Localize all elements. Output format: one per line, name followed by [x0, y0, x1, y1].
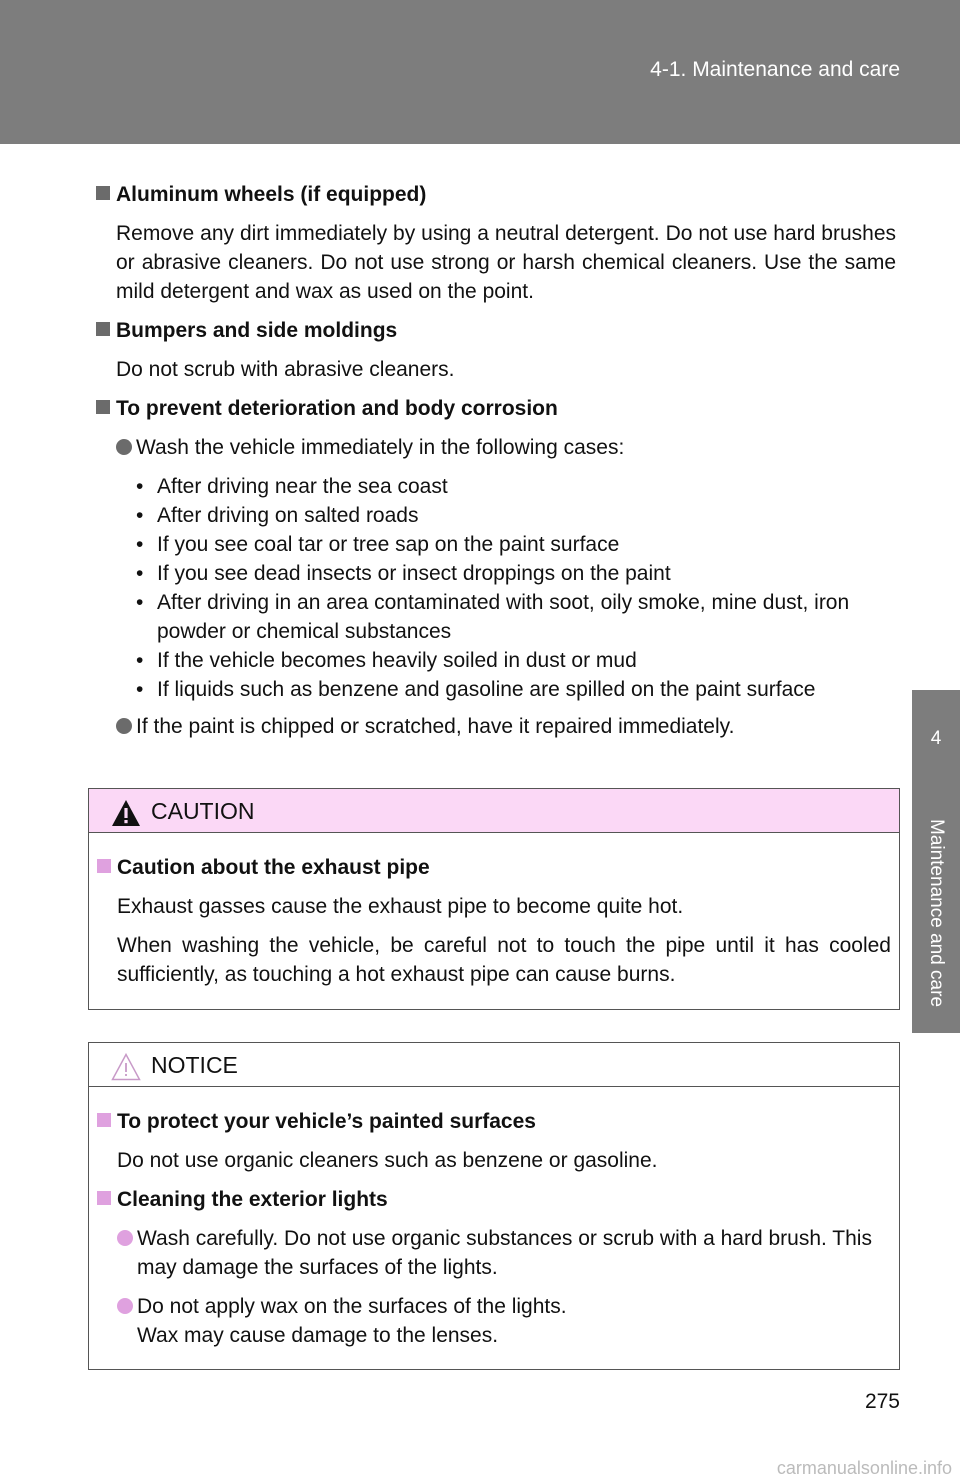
notice-label: NOTICE — [151, 1052, 238, 1078]
square-bullet-icon — [97, 1113, 111, 1127]
list-item: • After driving on salted roads — [136, 501, 896, 530]
chapter-label: Maintenance and care — [926, 818, 947, 1008]
chapter-tab-label[interactable] — [912, 793, 960, 1033]
list-item: • After driving near the sea coast — [136, 472, 896, 501]
caution-body — [89, 833, 899, 989]
caution-heading: Caution about the exhaust pipe — [97, 853, 891, 882]
circle-bullet-icon — [117, 1298, 133, 1314]
section-heading: Bumpers and side moldings — [96, 316, 896, 345]
list-item: • After driving in an area contaminated with soot, oily smoke, mine dust, iron powder or chemical substances — [136, 588, 896, 646]
caution-header — [89, 789, 899, 833]
square-bullet-icon — [97, 1191, 111, 1205]
list-item: If the paint is chipped or scratched, have it repaired immediately. — [136, 712, 896, 741]
main-content — [96, 180, 896, 751]
list-item: • If liquids such as benzene and gasoline are spilled on the paint surface — [136, 675, 896, 704]
section-heading: Aluminum wheels (if equipped) — [96, 180, 896, 209]
paragraph: Exhaust gasses cause the exhaust pipe to become quite hot. — [117, 895, 684, 918]
paragraph: Remove any dirt immediately by using a neutral detergent. Do not use hard brushes or abrasive cleaners. Do not use strong or harsh chemical cleaners. Use the same mild detergent and wax as used on the point. — [116, 222, 896, 303]
notice-heading: To protect your vehicle’s painted surfaces — [97, 1107, 891, 1136]
list-item: • If you see coal tar or tree sap on the paint surface — [136, 530, 896, 559]
watermark: carmanualsonline.info — [776, 1458, 952, 1478]
warning-outline-icon — [111, 1053, 141, 1081]
list-item: Wash carefully. Do not use organic substances or scrub with a hard brush. This may damage the surfaces of the lights. — [137, 1224, 891, 1282]
header-bar — [0, 0, 960, 144]
case-list — [136, 472, 896, 704]
list-item: • If you see dead insects or insect droppings on the paint — [136, 559, 896, 588]
circle-bullet-icon — [117, 1230, 133, 1246]
circle-bullet-icon — [116, 439, 132, 455]
warning-triangle-icon — [111, 799, 141, 827]
chapter-number: 4 — [930, 728, 942, 749]
square-bullet-icon — [97, 859, 111, 873]
list-item: Wash the vehicle immediately in the following cases: — [136, 433, 896, 462]
paragraph: When washing the vehicle, be careful not to touch the pipe until it has cooled sufficiently, as touching a hot exhaust pipe can cause burns. — [117, 934, 891, 986]
circle-bullet-icon — [116, 718, 132, 734]
notice-box — [88, 1042, 900, 1370]
section-title: 4-1. Maintenance and care — [650, 58, 900, 81]
notice-header — [89, 1043, 899, 1087]
section-heading: To prevent deterioration and body corrosion — [96, 394, 896, 423]
paragraph: Do not scrub with abrasive cleaners. — [116, 358, 455, 381]
chapter-tab-number[interactable] — [912, 690, 960, 793]
list-item: • If the vehicle becomes heavily soiled in dust or mud — [136, 646, 896, 675]
square-bullet-icon — [96, 322, 110, 336]
caution-label: CAUTION — [151, 798, 255, 824]
list-item: Do not apply wax on the surfaces of the lights. Wax may cause damage to the lenses. — [137, 1292, 891, 1350]
notice-body — [89, 1087, 899, 1350]
square-bullet-icon — [96, 400, 110, 414]
paragraph: Do not use organic cleaners such as benzene or gasoline. — [117, 1149, 658, 1172]
square-bullet-icon — [96, 186, 110, 200]
page-number: 275 — [864, 1390, 900, 1413]
caution-box — [88, 788, 900, 1010]
notice-heading: Cleaning the exterior lights — [97, 1185, 891, 1214]
